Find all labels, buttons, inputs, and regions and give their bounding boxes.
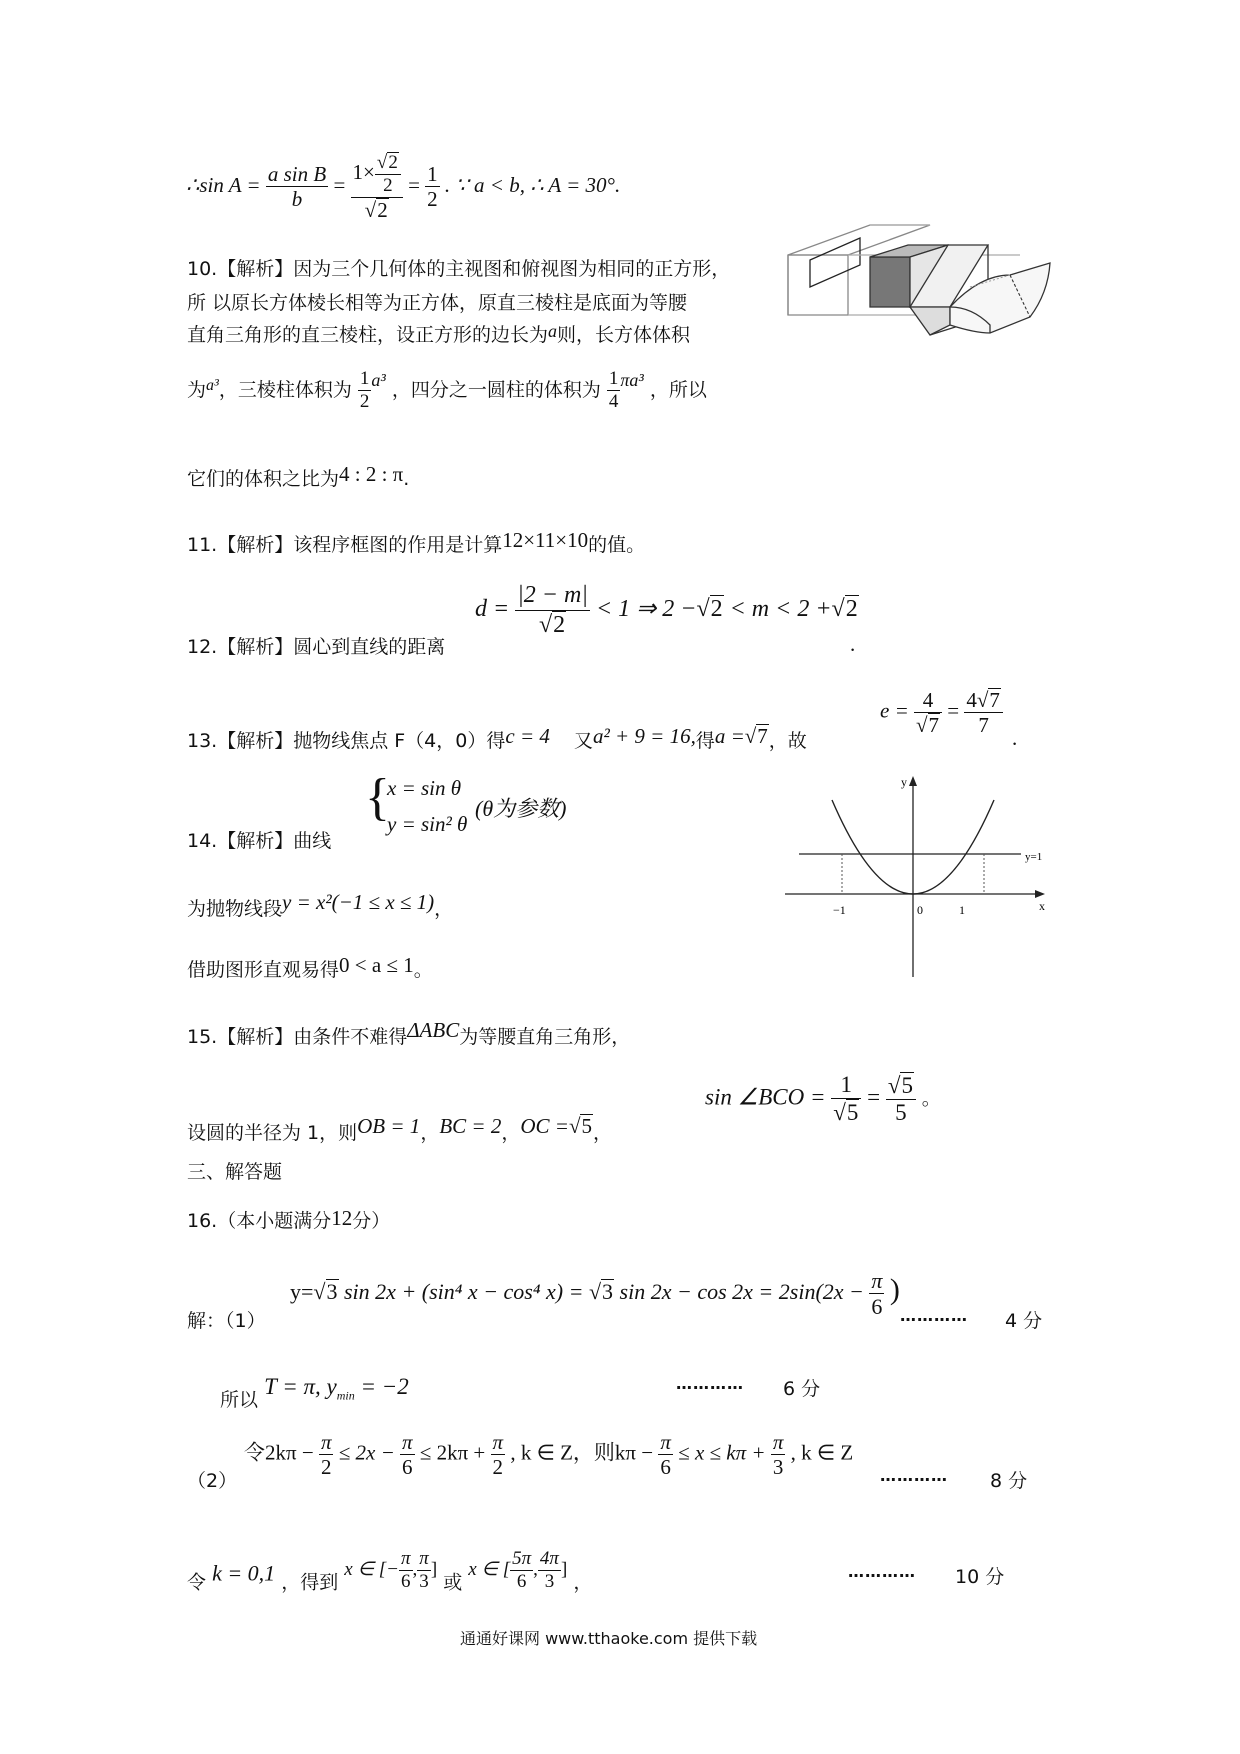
q9-half: $\frac{1}{2}$: [427, 162, 438, 212]
q16-p1-score: 4 分: [1005, 1310, 1043, 1332]
q16-part1-label: 解：（1）: [187, 1310, 266, 1332]
q9-tail: . ∵ a < b, ∴ A = 30°.: [444, 172, 621, 197]
q16-part2-result: 令 k = 0,1 ，得到 x ∈ [− $\frac{\pi}{6}$ , $\frac{\pi}{3}$ ] 或 x ∈ [ $\frac{5\pi}{6}$ , $\frac{4\pi}{3}$ ] ，: [187, 1548, 593, 1594]
q15-line2: 设圆的半径为 1，则OB = 1，BC = 2，OC =√5，: [187, 1114, 612, 1144]
q16-p2-score: 6 分: [783, 1378, 821, 1400]
graph-tick-0: 0: [917, 903, 923, 917]
graph-line-label: y=1: [1025, 851, 1043, 863]
q9-frac: $\frac{\text{a sin B}}{b}$: [267, 162, 327, 212]
q16-part2-label: （2）: [187, 1470, 238, 1492]
parabola-graph: [785, 772, 1055, 982]
q10-line3: 直角三角形的直三棱柱，设正方形的边长为a则，长方体体积: [187, 321, 691, 346]
q12-end: .: [850, 632, 856, 656]
page-footer: 通通好课网 www.tthaoke.com 提供下载: [460, 1629, 758, 1648]
q12-line: 12.【解析】圆心到直线的距离: [187, 636, 446, 658]
graph-tick-neg1: −1: [833, 903, 846, 917]
section-title: 三、解答题: [187, 1161, 283, 1183]
q16-header: 16.（本小题满分12分）: [187, 1206, 391, 1232]
q16-p3-score: 8 分: [990, 1470, 1028, 1492]
solids-figure: [780, 215, 1060, 365]
q14-line1: 14.【解析】曲线: [187, 830, 332, 852]
q13-line: 13.【解析】抛物线焦点 F（4，0）得c = 4 又a² + 9 = 16,得a =√7，故: [187, 724, 807, 752]
q16-p4-score: 10 分: [955, 1566, 1005, 1588]
q13-eccentricity: e = $\frac{4}{√7}$ = $\frac{4√7}{7}$: [880, 688, 1003, 737]
graph-tick-1: 1: [959, 903, 965, 917]
q15-sin: sin ∠BCO = $\frac{1}{√5}$ = $\frac{√5}{5}$ 。: [705, 1072, 941, 1126]
q9-prefix: ∴sin A =: [186, 172, 261, 197]
q14-line2: 为抛物线段y = x²(−1 ≤ x ≤ 1)，: [187, 890, 454, 920]
graph-x-label: x: [1039, 899, 1045, 913]
q16-p4-dots: …………: [848, 1562, 916, 1581]
q10-line1: 10.【解析】因为三个几何体的主视图和俯视图为相同的正方形，: [187, 258, 731, 280]
q10-line4: 为$^{a^3}$，三棱柱体积为 $\frac{1}{2}$ a³ ，四分之一圆柱的体积为 $\frac{1}{4}$ πa³ ，所以: [187, 368, 707, 412]
q15-line1: 15.【解析】由条件不难得ΔABC为等腰直角三角形，: [187, 1018, 631, 1048]
q11-line: 11.【解析】该程序框图的作用是计算12×11×10的值。: [187, 528, 646, 556]
q16-p3-dots: …………: [880, 1466, 948, 1485]
q16-part1-formula: y=√3 sin 2x + (sin⁴ x − cos⁴ x) = √3 sin 2x − cos 2x = 2sin(2x − $\frac{\pi}{6}$ ): [290, 1268, 900, 1320]
graph-y-label: y: [901, 775, 907, 789]
q10-line2: 所 以原长方体棱长相等为正方体，原直三棱柱是底面为等腰: [187, 292, 688, 314]
q9-formula: ∴sin A = $\frac{\text{a sin B}}{b}$ = 1× $\frac{√2}{2}$ √2 = $\frac{1}{2}$ . ∵ a < b, ∴ A = 30°.: [186, 152, 621, 222]
q12-formula: d = $\frac{|2 - m|}{√2}$ < 1 ⇒ 2 −√2 < m < 2 +√2: [475, 582, 858, 638]
q13-end: .: [1012, 726, 1018, 750]
q9-inner-frac: 1× $\frac{√2}{2}$ √2: [351, 152, 403, 222]
q16-part1-result: 所以 T = π, $y_{min} = -2$: [220, 1374, 409, 1411]
q14-line3: 借助图形直观易得0 < a ≤ 1。: [187, 953, 433, 981]
q16-part2-formula: 令2kπ − $\frac{\pi}{2}$ ≤ 2x − $\frac{\pi}{6}$ ≤ 2kπ + $\frac{\pi}{2}$ , k ∈ Z，则kπ − $\frac{\pi}{6}$ ≤ x ≤ kπ + $\frac{\pi}{3}$ , k ∈ Z: [244, 1430, 854, 1480]
q10-line5: 它们的体积之比为4 : 2 : π.: [187, 462, 410, 490]
q16-p2-dots: …………: [676, 1374, 744, 1393]
q16-p1-dots: …………: [900, 1306, 968, 1325]
